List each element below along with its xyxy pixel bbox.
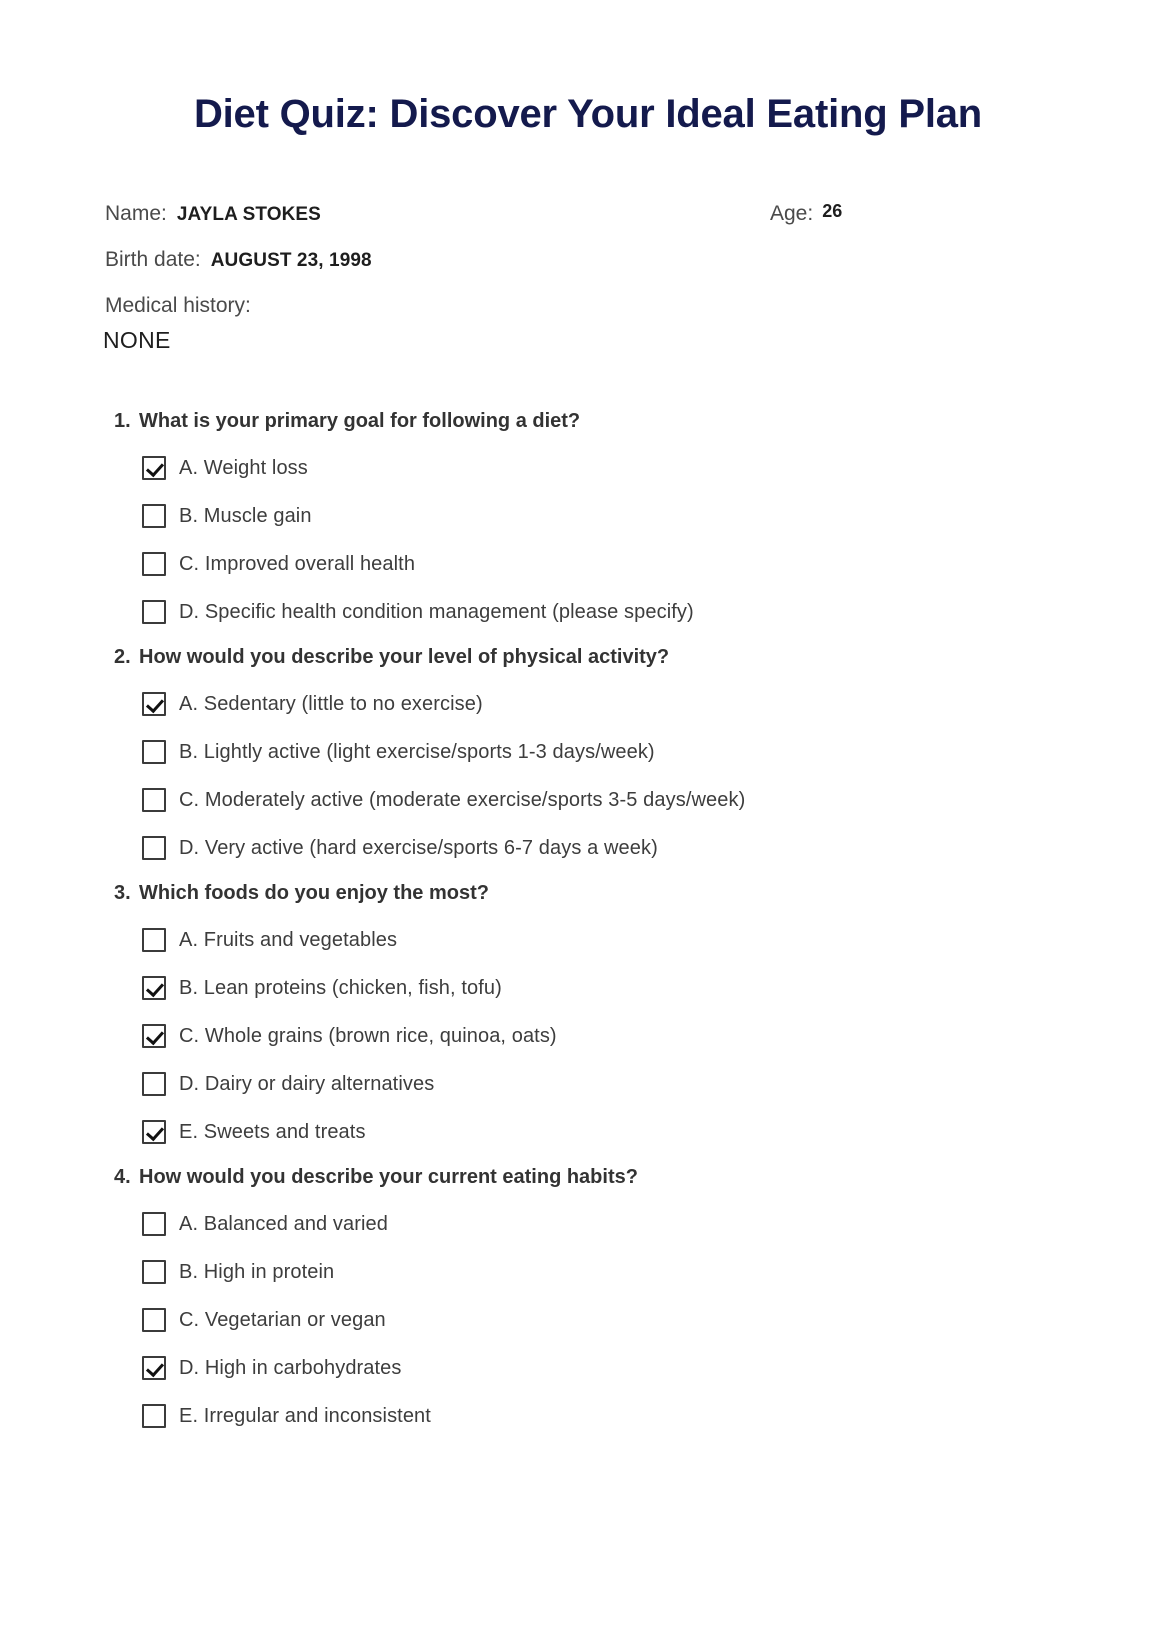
option-label: D. Dairy or dairy alternatives	[179, 1072, 435, 1095]
name-value[interactable]: JAYLA STOKES	[176, 204, 321, 225]
option-label: D. Very active (hard exercise/sports 6-7 days a week)	[179, 836, 658, 859]
option-row[interactable]	[142, 1296, 1136, 1344]
option-label: B. Muscle gain	[179, 504, 312, 527]
option-label: C. Vegetarian or vegan	[179, 1308, 386, 1331]
option-label: E. Irregular and inconsistent	[179, 1404, 431, 1427]
option-row[interactable]	[142, 916, 1136, 964]
question-number: 4.	[114, 1166, 131, 1188]
checkbox-unchecked-icon[interactable]	[142, 1404, 166, 1428]
option-row[interactable]	[142, 728, 1136, 776]
age-group	[770, 202, 842, 226]
checkbox-checked-icon[interactable]	[142, 1120, 166, 1144]
medical-history-label: Medical history:	[105, 294, 251, 317]
option-label: A. Weight loss	[179, 456, 308, 479]
checkbox-unchecked-icon[interactable]	[142, 1260, 166, 1284]
page-title: Diet Quiz: Discover Your Ideal Eating Plan	[193, 92, 983, 136]
option-row[interactable]	[142, 1060, 1136, 1108]
option-row[interactable]	[142, 1012, 1136, 1060]
checkbox-unchecked-icon[interactable]	[142, 504, 166, 528]
question-text: What is your primary goal for following a diet?	[139, 410, 581, 432]
checkbox-unchecked-icon[interactable]	[142, 740, 166, 764]
option-label: C. Improved overall health	[179, 552, 416, 575]
option-label: D. High in carbohydrates	[179, 1356, 402, 1379]
checkbox-checked-icon[interactable]	[142, 1024, 166, 1048]
option-row[interactable]	[142, 824, 1136, 872]
option-label: B. Lean proteins (chicken, fish, tofu)	[179, 976, 502, 999]
option-row[interactable]	[142, 1344, 1136, 1392]
checkbox-unchecked-icon[interactable]	[142, 552, 166, 576]
question-text: Which foods do you enjoy the most?	[139, 882, 489, 904]
age-value[interactable]: 26	[822, 201, 843, 221]
option-row[interactable]	[142, 1248, 1136, 1296]
question-title	[114, 1166, 1136, 1189]
checkbox-unchecked-icon[interactable]	[142, 1072, 166, 1096]
option-label: B. High in protein	[179, 1260, 335, 1283]
checkbox-checked-icon[interactable]	[142, 692, 166, 716]
question-block	[114, 882, 1136, 1156]
question-block	[114, 646, 1136, 872]
option-row[interactable]	[142, 1200, 1136, 1248]
questions-container	[0, 410, 1176, 1440]
checkbox-checked-icon[interactable]	[142, 456, 166, 480]
option-label: C. Moderately active (moderate exercise/sports 3-5 days/week)	[179, 788, 746, 811]
checkbox-unchecked-icon[interactable]	[142, 1308, 166, 1332]
option-label: A. Fruits and vegetables	[179, 928, 398, 951]
birth-date-value[interactable]: AUGUST 23, 1998	[210, 250, 372, 271]
option-row[interactable]	[142, 588, 1136, 636]
option-row[interactable]	[142, 680, 1136, 728]
birth-date-row	[105, 248, 1116, 272]
question-text: How would you describe your current eating habits?	[139, 1166, 638, 1188]
checkbox-checked-icon[interactable]	[142, 1356, 166, 1380]
checkbox-unchecked-icon[interactable]	[142, 600, 166, 624]
patient-info-block	[0, 202, 1176, 354]
option-row[interactable]	[142, 1392, 1136, 1440]
medical-history-row	[105, 294, 1116, 354]
question-title	[114, 882, 1136, 905]
birth-date-label: Birth date:	[105, 248, 201, 271]
option-label: C. Whole grains (brown rice, quinoa, oats)	[179, 1024, 557, 1047]
age-label: Age:	[770, 202, 814, 225]
option-row[interactable]	[142, 1108, 1136, 1156]
question-text: How would you describe your level of physical activity?	[139, 646, 670, 668]
option-row[interactable]	[142, 540, 1136, 588]
name-label: Name:	[105, 202, 167, 225]
option-row[interactable]	[142, 492, 1136, 540]
question-number: 1.	[114, 410, 131, 432]
option-label: A. Sedentary (little to no exercise)	[179, 692, 483, 715]
option-row[interactable]	[142, 776, 1136, 824]
question-number: 2.	[114, 646, 131, 668]
name-row	[105, 202, 1116, 226]
option-label: D. Specific health condition management (please specify)	[179, 600, 694, 623]
checkbox-unchecked-icon[interactable]	[142, 1212, 166, 1236]
question-title	[114, 410, 1136, 433]
option-row[interactable]	[142, 964, 1136, 1012]
checkbox-unchecked-icon[interactable]	[142, 788, 166, 812]
option-label: A. Balanced and varied	[179, 1212, 389, 1235]
option-label: B. Lightly active (light exercise/sports 1-3 days/week)	[179, 740, 655, 763]
question-title	[114, 646, 1136, 669]
option-row[interactable]	[142, 444, 1136, 492]
medical-history-value[interactable]: NONE	[103, 327, 171, 353]
question-number: 3.	[114, 882, 131, 904]
option-label: E. Sweets and treats	[179, 1120, 366, 1143]
checkbox-checked-icon[interactable]	[142, 976, 166, 1000]
checkbox-unchecked-icon[interactable]	[142, 836, 166, 860]
checkbox-unchecked-icon[interactable]	[142, 928, 166, 952]
question-block	[114, 1166, 1136, 1440]
question-block	[114, 410, 1136, 636]
